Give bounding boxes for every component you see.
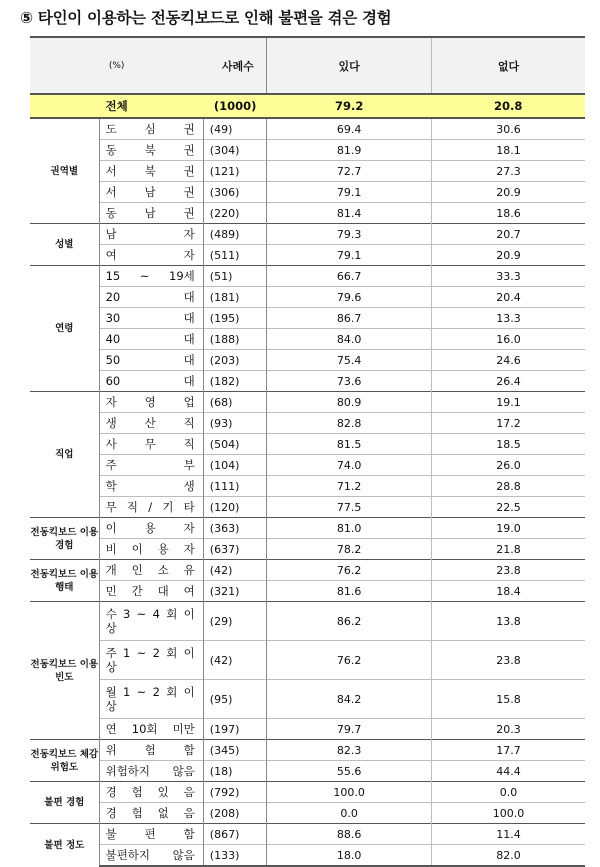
yes-value: 81.4: [267, 203, 432, 224]
sample-size: (182): [203, 371, 267, 392]
no-value: 100.0: [431, 803, 585, 824]
sample-size: (104): [203, 455, 267, 476]
no-value: 28.8: [431, 476, 585, 497]
no-value: 17.2: [431, 413, 585, 434]
table-row: [30, 224, 585, 245]
sample-size: (208): [203, 803, 267, 824]
total-yes: 79.2: [267, 94, 432, 118]
sample-size: (42): [203, 560, 267, 581]
table-row: [30, 287, 585, 308]
row-label: 이 용 자: [99, 518, 203, 539]
no-value: 44.4: [431, 761, 585, 782]
table-row: [30, 824, 585, 845]
table-row: [30, 560, 585, 581]
yes-value: 81.5: [267, 434, 432, 455]
row-label: 월 1 ~ 2 회 이 상: [99, 680, 203, 719]
yes-value: 82.3: [267, 740, 432, 761]
no-value: 16.0: [431, 329, 585, 350]
no-value: 20.9: [431, 182, 585, 203]
sample-size: (51): [203, 266, 267, 287]
yes-value: 86.7: [267, 308, 432, 329]
table-row: [30, 497, 585, 518]
sample-size: (49): [203, 118, 267, 140]
no-value: 20.4: [431, 287, 585, 308]
row-label: 생 산 직: [99, 413, 203, 434]
sample-size: (93): [203, 413, 267, 434]
row-label: 경 험 있 음: [99, 782, 203, 803]
sample-size: (133): [203, 845, 267, 867]
yes-value: 55.6: [267, 761, 432, 782]
sample-size: (363): [203, 518, 267, 539]
table-row: [30, 161, 585, 182]
group-label: 전동킥보드 체감 위험도: [30, 740, 99, 782]
unit-label: (%): [30, 37, 203, 94]
row-label: 남 자: [99, 224, 203, 245]
row-label: 15 ~ 19세: [99, 266, 203, 287]
no-value: 23.8: [431, 560, 585, 581]
sample-size: (18): [203, 761, 267, 782]
yes-value: 78.2: [267, 539, 432, 560]
row-label: 위 험 함: [99, 740, 203, 761]
yes-value: 80.9: [267, 392, 432, 413]
row-label: 위험하지 않음: [99, 761, 203, 782]
group-label: 성별: [30, 224, 99, 266]
yes-value: 100.0: [267, 782, 432, 803]
table-row: [30, 140, 585, 161]
sample-size: (203): [203, 350, 267, 371]
no-value: 15.8: [431, 680, 585, 719]
no-header: 없다: [431, 37, 585, 94]
sample-size: (345): [203, 740, 267, 761]
yes-value: 76.2: [267, 560, 432, 581]
yes-value: 82.8: [267, 413, 432, 434]
table-row: [30, 641, 585, 680]
sample-size: (121): [203, 161, 267, 182]
yes-value: 81.9: [267, 140, 432, 161]
yes-value: 79.3: [267, 224, 432, 245]
no-value: 21.8: [431, 539, 585, 560]
no-value: 23.8: [431, 641, 585, 680]
no-value: 24.6: [431, 350, 585, 371]
group-label: 불편 경험: [30, 782, 99, 824]
table-row: [30, 245, 585, 266]
row-label: 동 북 권: [99, 140, 203, 161]
row-label: 학 생: [99, 476, 203, 497]
table-row: [30, 371, 585, 392]
yes-value: 84.0: [267, 329, 432, 350]
row-label: 연 10회 미만: [99, 719, 203, 740]
no-value: 18.6: [431, 203, 585, 224]
yes-value: 69.4: [267, 118, 432, 140]
row-label: 여 자: [99, 245, 203, 266]
row-label: 주 1 ~ 2 회 이 상: [99, 641, 203, 680]
group-label: 불편 정도: [30, 824, 99, 867]
table-row: [30, 740, 585, 761]
no-value: 0.0: [431, 782, 585, 803]
table-row: [30, 392, 585, 413]
yes-value: 79.6: [267, 287, 432, 308]
no-value: 19.0: [431, 518, 585, 539]
no-value: 20.9: [431, 245, 585, 266]
yes-value: 81.0: [267, 518, 432, 539]
n-header: 사례수: [203, 37, 267, 94]
table-row: [30, 203, 585, 224]
no-value: 82.0: [431, 845, 585, 867]
sample-size: (111): [203, 476, 267, 497]
sample-size: (29): [203, 602, 267, 641]
sample-size: (792): [203, 782, 267, 803]
total-label: 전체: [30, 94, 203, 118]
table-row: [30, 455, 585, 476]
no-value: 18.4: [431, 581, 585, 602]
stats-table: [30, 36, 585, 867]
total-row: [30, 94, 585, 118]
table-row: [30, 539, 585, 560]
sample-size: (120): [203, 497, 267, 518]
yes-value: 74.0: [267, 455, 432, 476]
yes-value: 0.0: [267, 803, 432, 824]
row-label: 불 편 함: [99, 824, 203, 845]
no-value: 22.5: [431, 497, 585, 518]
no-value: 18.5: [431, 434, 585, 455]
no-value: 11.4: [431, 824, 585, 845]
group-label: 연령: [30, 266, 99, 392]
table-row: [30, 518, 585, 539]
row-label: 서 남 권: [99, 182, 203, 203]
sample-size: (304): [203, 140, 267, 161]
no-value: 13.3: [431, 308, 585, 329]
group-label: 직업: [30, 392, 99, 518]
row-label: 30 대: [99, 308, 203, 329]
yes-value: 66.7: [267, 266, 432, 287]
table-row: [30, 602, 585, 641]
yes-header: 있다: [267, 37, 432, 94]
table-row: [30, 413, 585, 434]
row-label: 주 부: [99, 455, 203, 476]
total-no: 20.8: [431, 94, 585, 118]
table-row: [30, 581, 585, 602]
row-label: 자 영 업: [99, 392, 203, 413]
row-label: 20 대: [99, 287, 203, 308]
no-value: 17.7: [431, 740, 585, 761]
sample-size: (195): [203, 308, 267, 329]
sample-size: (489): [203, 224, 267, 245]
table-row: [30, 308, 585, 329]
table-row: [30, 719, 585, 740]
no-value: 30.6: [431, 118, 585, 140]
no-value: 18.1: [431, 140, 585, 161]
table-row: [30, 761, 585, 782]
row-label: 사 무 직: [99, 434, 203, 455]
row-label: 동 남 권: [99, 203, 203, 224]
sample-size: (321): [203, 581, 267, 602]
header-row: [30, 37, 585, 94]
sample-size: (637): [203, 539, 267, 560]
yes-value: 79.1: [267, 182, 432, 203]
yes-value: 76.2: [267, 641, 432, 680]
row-label: 40 대: [99, 329, 203, 350]
yes-value: 72.7: [267, 161, 432, 182]
yes-value: 79.1: [267, 245, 432, 266]
row-label: 수 3 ~ 4 회 이 상: [99, 602, 203, 641]
no-value: 13.8: [431, 602, 585, 641]
row-label: 비 이 용 자: [99, 539, 203, 560]
row-label: 민 간 대 여: [99, 581, 203, 602]
sample-size: (181): [203, 287, 267, 308]
table-row: [30, 350, 585, 371]
no-value: 33.3: [431, 266, 585, 287]
sample-size: (188): [203, 329, 267, 350]
table-row: [30, 182, 585, 203]
table-row: [30, 845, 585, 867]
table-row: [30, 782, 585, 803]
yes-value: 71.2: [267, 476, 432, 497]
group-label: 전동킥보드 이용 경험: [30, 518, 99, 560]
row-label: 50 대: [99, 350, 203, 371]
stats-table-container: [30, 36, 585, 867]
no-value: 27.3: [431, 161, 585, 182]
table-row: [30, 118, 585, 140]
table-title: ⑤ 타인이 이용하는 전동킥보드로 인해 불편을 겪은 경험: [20, 9, 392, 27]
table-row: [30, 680, 585, 719]
row-label: 개 인 소 유: [99, 560, 203, 581]
yes-value: 75.4: [267, 350, 432, 371]
no-value: 26.4: [431, 371, 585, 392]
yes-value: 18.0: [267, 845, 432, 867]
no-value: 20.3: [431, 719, 585, 740]
sample-size: (306): [203, 182, 267, 203]
sample-size: (511): [203, 245, 267, 266]
yes-value: 77.5: [267, 497, 432, 518]
yes-value: 86.2: [267, 602, 432, 641]
sample-size: (42): [203, 641, 267, 680]
row-label: 60 대: [99, 371, 203, 392]
group-label: 권역별: [30, 118, 99, 224]
yes-value: 73.6: [267, 371, 432, 392]
row-label: 서 북 권: [99, 161, 203, 182]
yes-value: 79.7: [267, 719, 432, 740]
yes-value: 88.6: [267, 824, 432, 845]
no-value: 26.0: [431, 455, 585, 476]
yes-value: 81.6: [267, 581, 432, 602]
yes-value: 84.2: [267, 680, 432, 719]
table-row: [30, 803, 585, 824]
sample-size: (68): [203, 392, 267, 413]
group-label: 전동킥보드 이용 행태: [30, 560, 99, 602]
row-label: 불편하지 않음: [99, 845, 203, 867]
row-label: 도 심 권: [99, 118, 203, 140]
row-label: 경 험 없 음: [99, 803, 203, 824]
sample-size: (197): [203, 719, 267, 740]
sample-size: (504): [203, 434, 267, 455]
table-row: [30, 434, 585, 455]
table-row: [30, 476, 585, 497]
sample-size: (95): [203, 680, 267, 719]
no-value: 19.1: [431, 392, 585, 413]
sample-size: (220): [203, 203, 267, 224]
no-value: 20.7: [431, 224, 585, 245]
group-label: 전동킥보드 이용 빈도: [30, 602, 99, 740]
row-label: 무 직 / 기 타: [99, 497, 203, 518]
sample-size: (867): [203, 824, 267, 845]
total-n: (1000): [203, 94, 267, 118]
table-row: [30, 329, 585, 350]
table-row: [30, 266, 585, 287]
